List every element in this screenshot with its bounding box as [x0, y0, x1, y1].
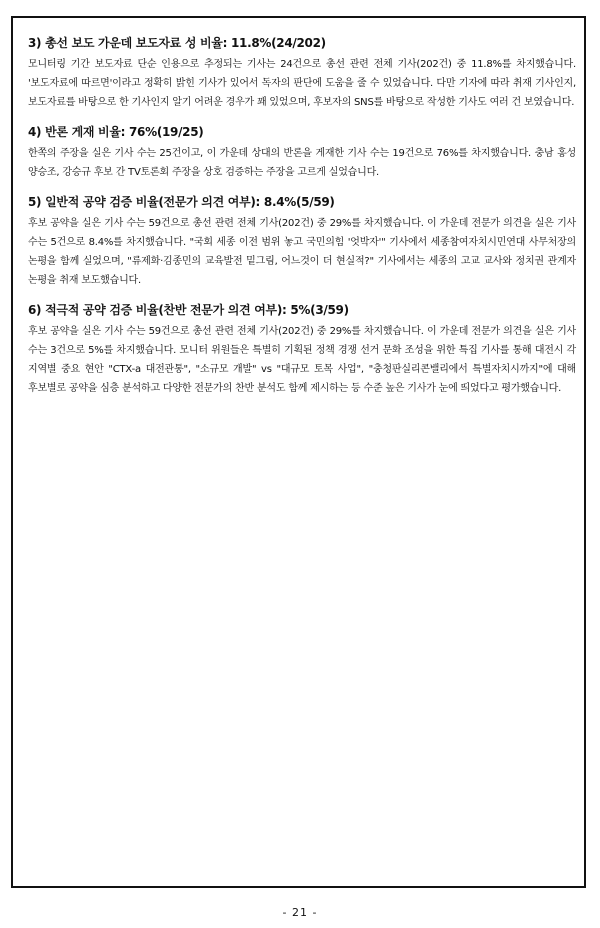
section-body: 모니터링 기간 보도자료 단순 인용으로 추정되는 기사는 24건으로 총선 관련 전체 기사(202건) 중 11.8%를 차지했습니다. '보도자료에 따르면'이라고 정확히 밝힌 기사가 있어서 독자의 판단에 도움을 줄 수 있었습니다. 다만 기자에 따라 취재 기사인지, 보도자료를 바탕으로 한 기사인지 알기 어려운 경우가 꽤 있었으며, 후보자의 SNS를 바탕으로 작성한 기사도 여러 건 보였습니다. [28, 59, 576, 108]
section-body: 후보 공약을 실은 기사 수는 59건으로 총선 관련 전체 기사(202건) 중 29%를 차지했습니다. 이 가운데 전문가 의견을 실은 기사 수는 5건으로 8.4%를 차지했습니다. "국회 세종 이전 범위 놓고 국민의힘 '엇박자'" 기사에서 세종참여자치시민연대 사무처장의 논평을 함께 실었으며, "류제화·김종민의 교육발전 밑그림, 어느것이 더 현실적?" 기사에서는 세종의 고교 교사와 정치권 관계자 논평을 취재 보도했습니다. [28, 218, 576, 286]
section-6 [28, 302, 576, 398]
section-body: 한쪽의 주장을 실은 기사 수는 25건이고, 이 가운데 상대의 반론을 게재한 기사 수는 19건으로 76%를 차지했습니다. 충남 홍성 양승조, 강승규 후보 간 TV토론회 주장을 상호 검증하는 주장을 고르게 실었습니다. [28, 148, 576, 178]
document-body [28, 35, 576, 410]
section-heading: 3) 총선 보도 가운데 보도자료 성 비율: 11.8%(24/202) [28, 36, 326, 50]
section-5 [28, 194, 576, 290]
section-4 [28, 124, 576, 182]
section-3 [28, 35, 576, 112]
section-heading: 6) 적극적 공약 검증 비율(찬반 전문가 의견 여부): 5%(3/59) [28, 303, 349, 317]
page-number: - 21 - [282, 906, 318, 919]
section-heading: 5) 일반적 공약 검증 비율(전문가 의견 여부): 8.4%(5/59) [28, 195, 335, 209]
section-heading: 4) 반론 게재 비율: 76%(19/25) [28, 125, 204, 139]
section-body: 후보 공약을 실은 기사 수는 59건으로 총선 관련 전체 기사(202건) 중 29%를 차지했습니다. 이 가운데 전문가 의견을 실은 기사 수는 3건으로 5%를 차지했습니다. 모니터 위원들은 특별히 기획된 정책 경쟁 선거 문화 조성을 위한 특집 기사를 통해 대전시 각 지역별 중요 현안 "CTX-a 대전관통", "소규모 개발" vs "대규모 토목 사업", "충청판실리콘밸리에서 특별자치시까지"에 대해 후보별로 공약을 심층 분석하고 다양한 전문가의 찬반 분석도 함께 제시하는 등 수준 높은 기사가 눈에 띄었다고 평가했습니다. [28, 326, 576, 394]
